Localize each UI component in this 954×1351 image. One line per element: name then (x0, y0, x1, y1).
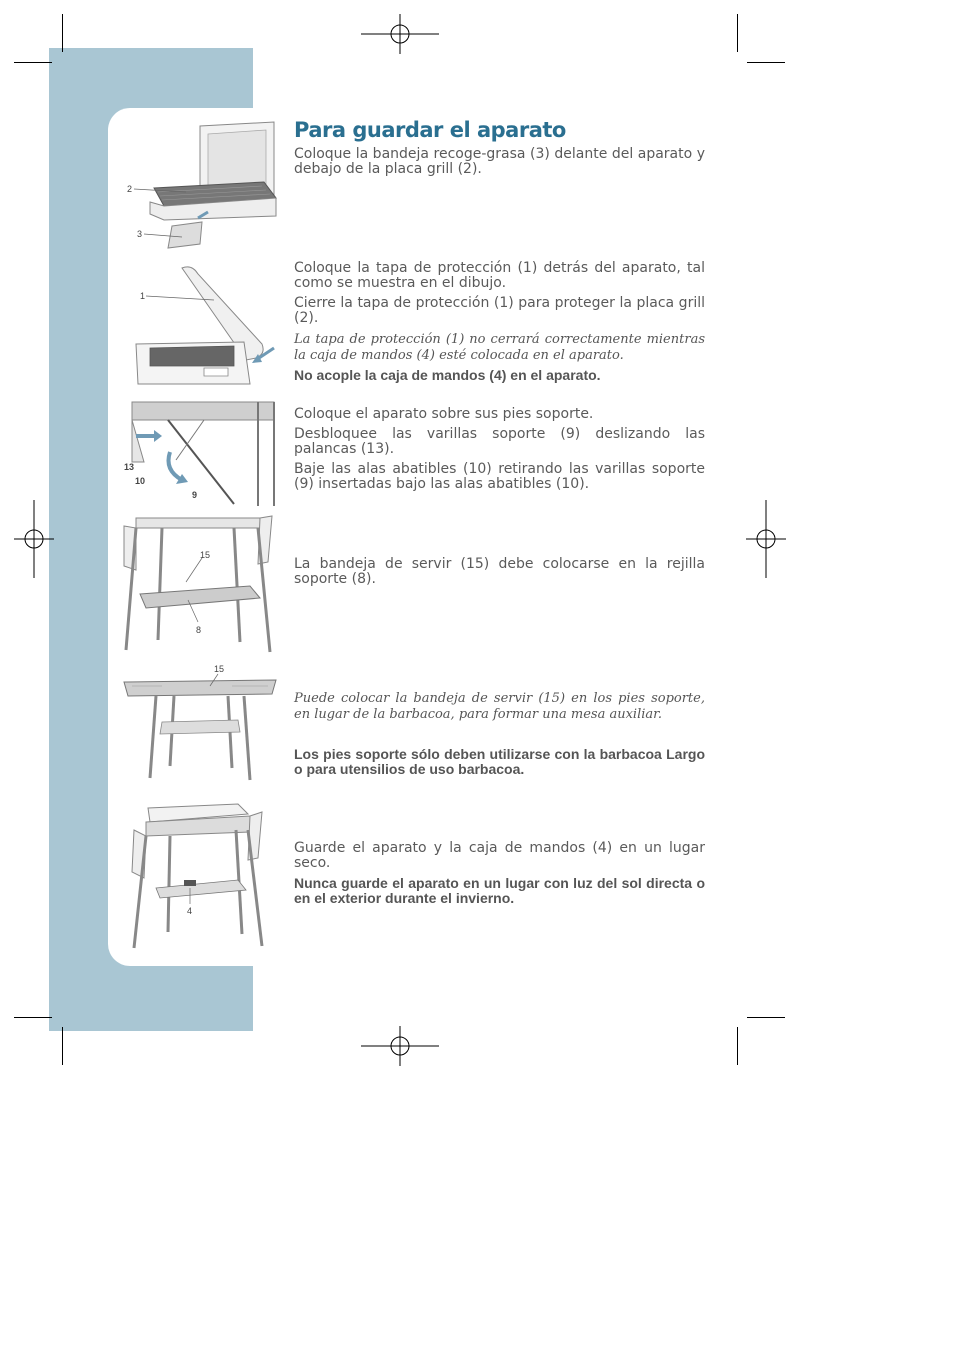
paragraph: Cierre la tapa de protección (1) para proteger la placa grill (2). (294, 295, 705, 326)
crop-mark (737, 14, 738, 52)
warning-text: Nunca guarde el aparato en un lugar con luz del sol directa o en el exterior durante el invierno. (294, 875, 705, 906)
registration-mark-icon (14, 500, 54, 578)
warning-text: No acople la caja de mandos (4) en el aparato. (294, 367, 601, 383)
figure-label: 15 (214, 664, 225, 674)
crop-mark (62, 14, 63, 52)
crop-mark (14, 1017, 52, 1018)
paragraph: Guarde el aparato y la caja de mandos (4) en un lugar seco. (294, 840, 705, 871)
figure-label: 9 (192, 490, 198, 500)
crop-mark (747, 62, 785, 63)
paragraph: Baje las alas abatibles (10) retirando las varillas soporte (9) insertadas bajo las alas abatibles (10). (294, 461, 705, 492)
figure-stored-appliance (126, 800, 280, 952)
figure-label: 15 (200, 550, 211, 560)
figure-label: 10 (135, 476, 146, 486)
figure-label: 2 (127, 184, 133, 194)
warning-text: Los pies soporte sólo deben utilizarse con la barbacoa Largo o para utensilios de uso barbacoa. (294, 746, 705, 777)
crop-mark (747, 1017, 785, 1018)
registration-mark-icon (746, 500, 786, 578)
figure-label: 1 (140, 291, 146, 301)
crop-mark (737, 1027, 738, 1065)
figure-label: 8 (196, 625, 202, 635)
paragraph: Coloque la tapa de protección (1) detrás del aparato, tal como se muestra en el dibujo. (294, 260, 705, 291)
page-title: Para guardar el aparato (294, 118, 566, 142)
figure-serving-tray (122, 514, 280, 654)
figure-label: 13 (124, 462, 135, 472)
figure-grill-drip-tray (124, 116, 280, 256)
figure-folding-wings (124, 400, 280, 508)
figure-label: 4 (187, 906, 193, 916)
figure-protective-lid (124, 262, 280, 386)
registration-mark-icon (361, 1026, 439, 1066)
note-text: Puede colocar la bandeja de servir (15) en los pies soporte, en lugar de la barbacoa, para formar una mesa auxiliar. (294, 691, 705, 722)
paragraph: Coloque la bandeja recoge-grasa (3) delante del aparato y debajo de la placa grill (2). (294, 146, 705, 177)
paragraph: Coloque el aparato sobre sus pies soporte. (294, 406, 594, 422)
registration-mark-icon (361, 14, 439, 54)
note-text: La tapa de protección (1) no cerrará correctamente mientras la caja de mandos (4) esté colocada en el aparato. (294, 332, 705, 363)
crop-mark (62, 1027, 63, 1065)
paragraph: La bandeja de servir (15) debe colocarse en la rejilla soporte (8). (294, 556, 705, 587)
figure-auxiliary-table (122, 662, 280, 786)
crop-mark (14, 62, 52, 63)
paragraph: Desbloquee las varillas soporte (9) deslizando las palancas (13). (294, 426, 705, 457)
figure-label: 3 (137, 229, 143, 239)
